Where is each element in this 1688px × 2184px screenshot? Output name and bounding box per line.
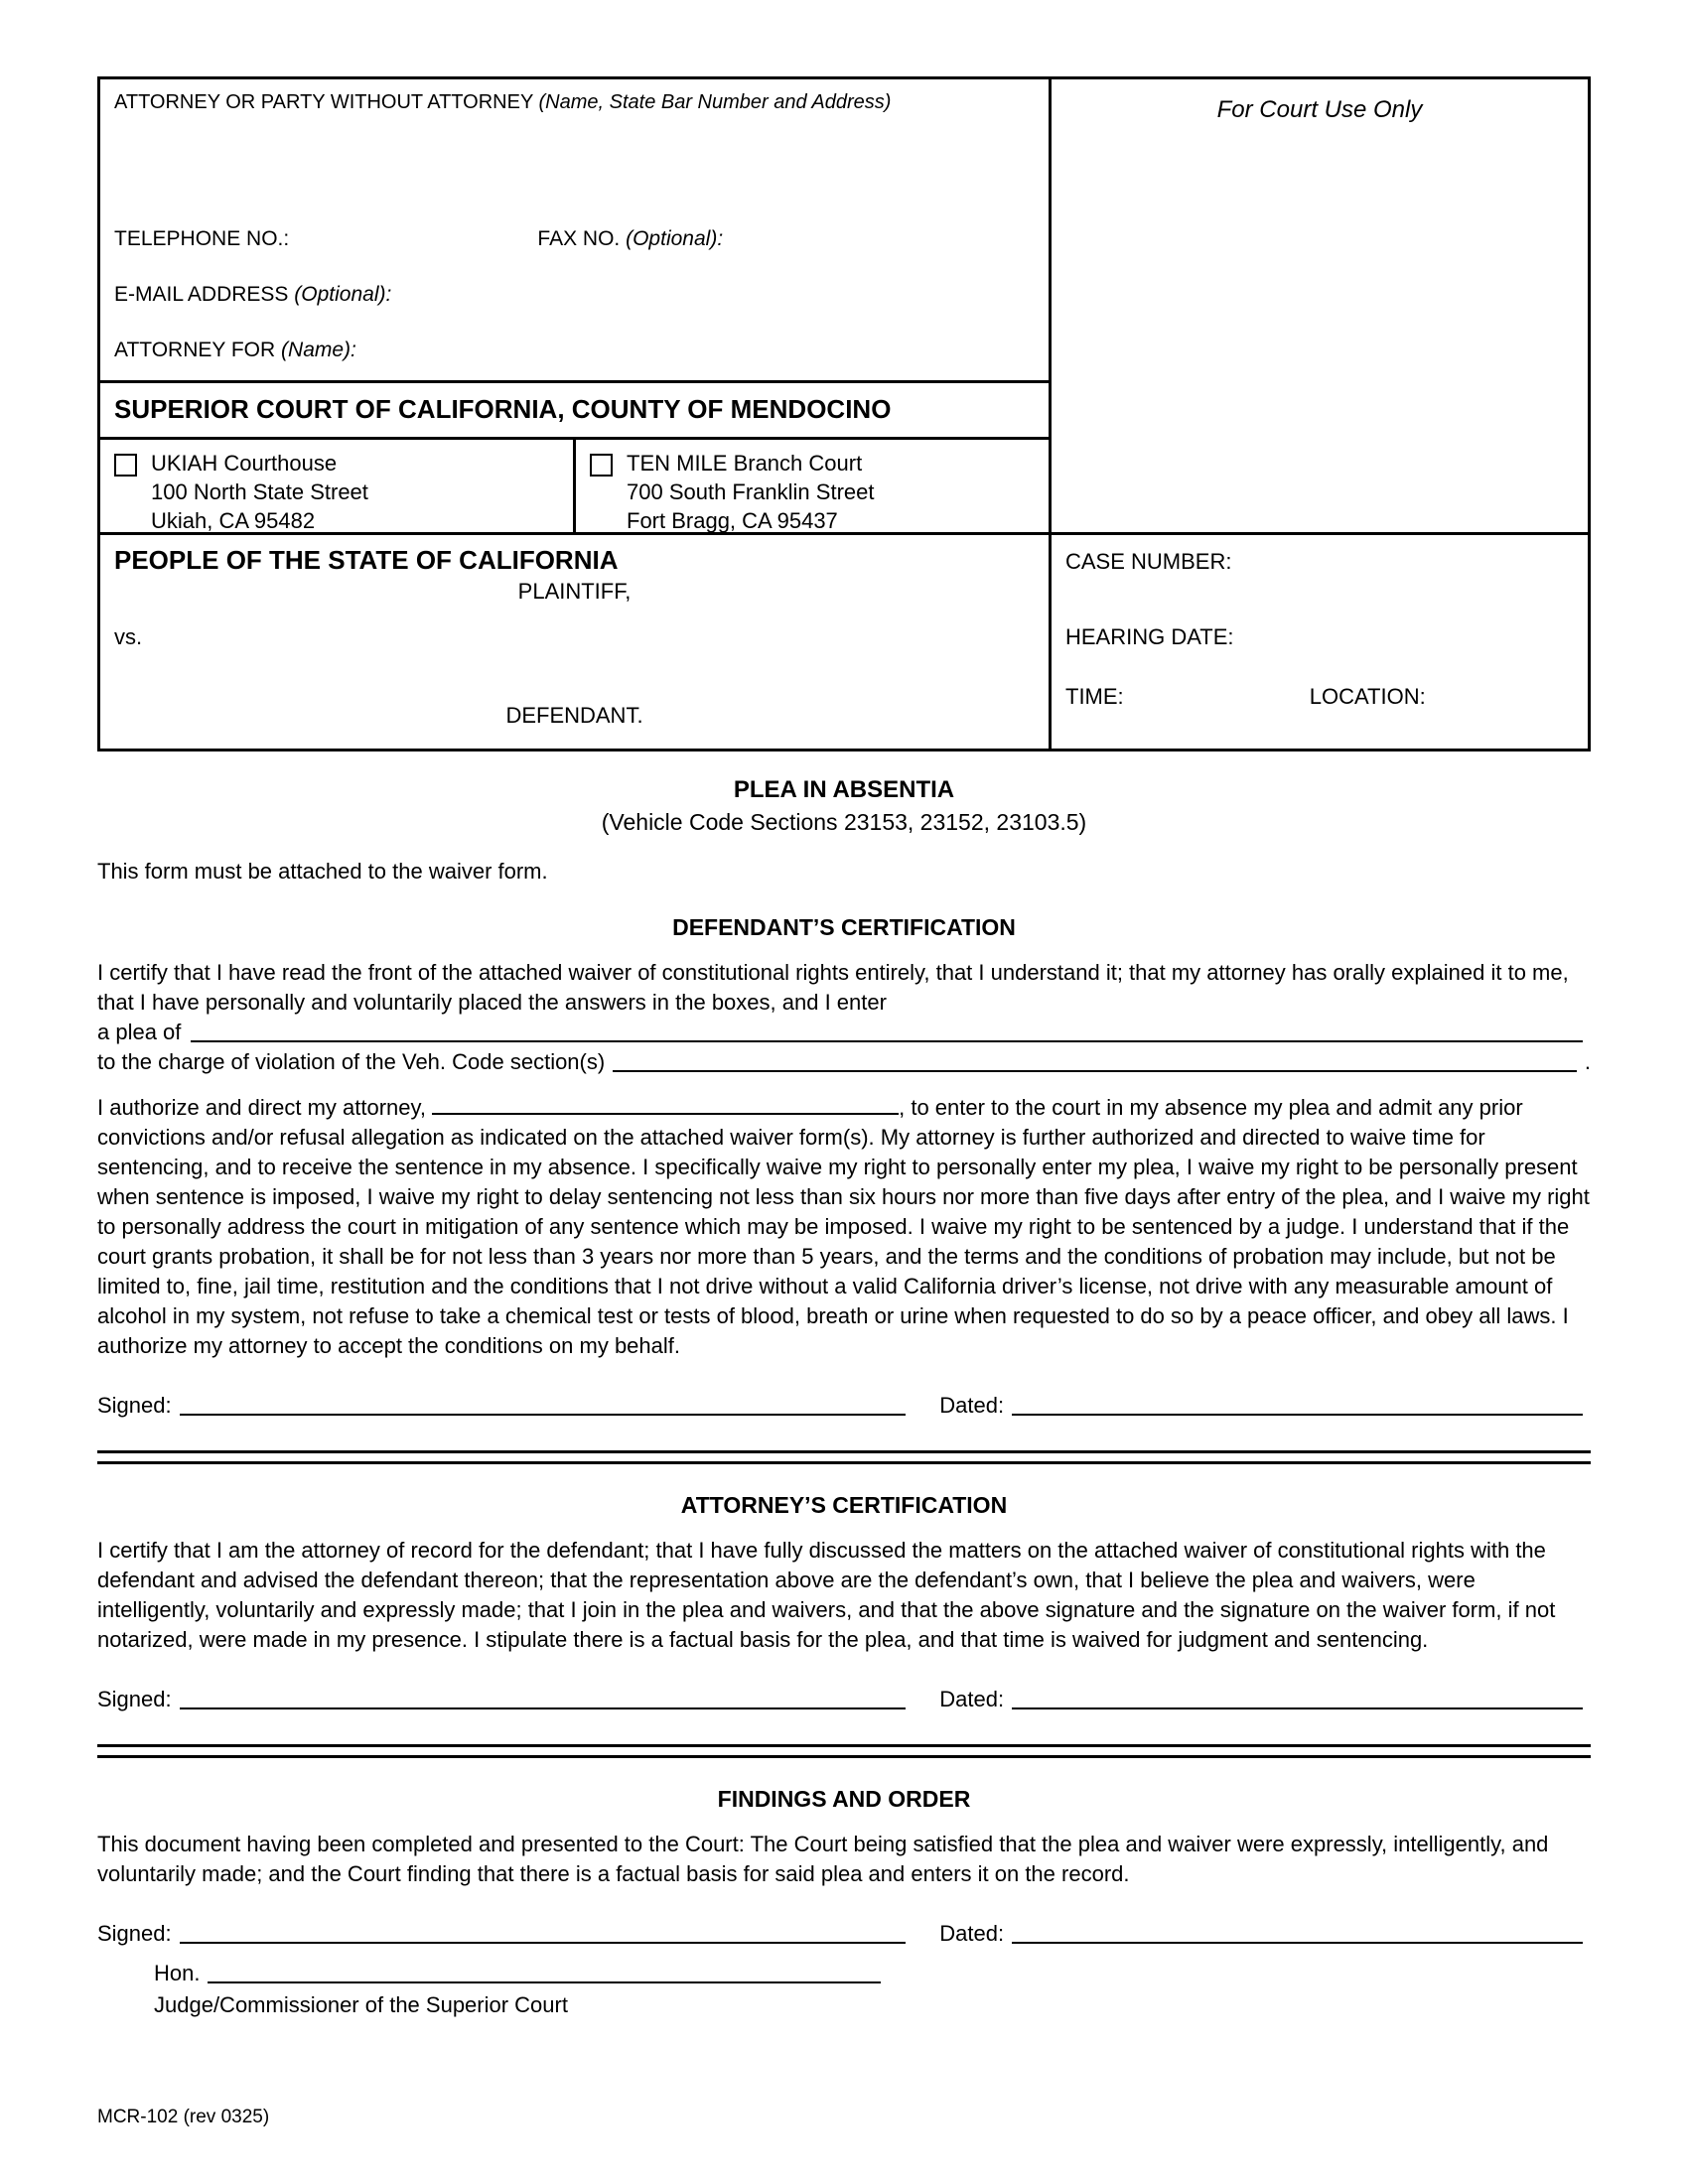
attorney-date-blank[interactable] [1012, 1706, 1583, 1709]
email-label: E-MAIL ADDRESS (Optional): [114, 283, 392, 306]
defendant-signed-row [97, 1391, 1591, 1421]
ten-mile-courthouse-checkbox[interactable] [590, 454, 613, 477]
courthouse-city: Ukiah, CA 95482 [151, 508, 316, 533]
party-caption [100, 532, 1052, 749]
court-use-only-label: For Court Use Only [1216, 96, 1423, 123]
section-divider [97, 1450, 1591, 1464]
ten-mile-courthouse-address [627, 449, 875, 533]
location-label: LOCATION: [1309, 684, 1426, 709]
judge-title: Judge/Commissioner of the Superior Court [154, 1992, 568, 2017]
form-caption-box [97, 76, 1591, 751]
findings-order-paragraph: This document having been completed and presented to the Court: The Court being satisfied that the plea and waiver were expressly, intelligently, and voluntarily made; and the Court finding that there is a factual basis for said plea and enters it on the record. [97, 1832, 1549, 1886]
attorney-signature-blank[interactable] [180, 1706, 907, 1709]
ukiah-courthouse-option [100, 440, 573, 532]
plea-prefix: a plea of [97, 1020, 182, 1044]
attorney-certification-paragraph: I certify that I am the attorney of record for the defendant; that I have fully discussed the matters on the attached waiver of constitutional rights with the defendant and advised the defendant thereon; that the representation above are the defendant’s own, that I believe the plea and waivers, were intelligently, voluntarily and expressly made; that I join in the plea and waivers, and that the above signature and the signature on the waiver form, if not notarized, were made in my presence. I stipulate there is a factual basis for the plea, and that time is waived for judgment and sentencing. [97, 1538, 1556, 1652]
charge-suffix: . [1584, 1049, 1591, 1074]
attorney-info-section [100, 79, 1052, 380]
form-number: MCR-102 (rev 0325) [97, 2107, 270, 2127]
plaintiff-label: PLAINTIFF, [517, 579, 632, 604]
hon-name-blank[interactable] [208, 1979, 881, 1983]
attachment-note: This form must be attached to the waiver form. [97, 859, 548, 884]
telephone-label: TELEPHONE NO.: [114, 227, 290, 250]
plea-blank[interactable] [191, 1038, 1583, 1042]
ukiah-courthouse-checkbox[interactable] [114, 454, 137, 477]
telephone-fax-row [114, 224, 1035, 254]
defendant-certification-text-2: , to enter to the court in my absence my plea and admit any prior convictions and/or refusal allegation as indicated on the attached waiver form(s). My attorney is further authorized and directed to waive time for sentencing, and to receive the sentence in my absence. I specifically waive my right to personally enter my plea, I waive my right to be personally present when sentence is imposed, I waive my right to delay sentencing not less than six hours nor more than five days after entry of the plea, and I waive my right to personally address the court in mitigation of any sentence which may be imposed. I waive my right to be sentenced by a judge. I understand that if the court grants probation, it shall be for not less than 3 years nor more than 5 years, and the terms and the conditions of probation may include, but not be limited to, fine, jail time, restitution and the conditions that I not drive without a valid California driver’s license, not drive with any measurable amount of alcohol in my system, not refuse to take a chemical test or tests of blood, breath or urine when requested to do so by a peace officer, and obey all laws. I authorize my attorney to accept the conditions on my behalf. [97, 1095, 1590, 1358]
defendant-certification-paragraph-1 [97, 958, 1591, 1018]
findings-signed-label: Signed: [97, 1921, 172, 1946]
fax-label: FAX NO. (Optional): [537, 227, 724, 250]
courthouse-city: Fort Bragg, CA 95437 [627, 508, 838, 533]
courthouse-street: 100 North State Street [151, 479, 368, 504]
courthouse-name: TEN MILE Branch Court [627, 451, 863, 476]
hon-label: Hon. [154, 1961, 201, 1985]
attorney-party-label-text: ATTORNEY OR PARTY WITHOUT ATTORNEY [114, 91, 533, 113]
attorney-authorize-prefix: I authorize and direct my attorney, [97, 1095, 426, 1120]
court-use-only-area [1052, 79, 1588, 532]
attorney-party-label-paren: (Name, State Bar Number and Address) [538, 91, 892, 113]
hearing-date-label: HEARING DATE: [1065, 624, 1234, 649]
ten-mile-courthouse-option [573, 440, 1049, 532]
time-label: TIME: [1065, 684, 1124, 709]
findings-dated-label: Dated: [939, 1921, 1005, 1946]
charge-line [97, 1047, 1591, 1077]
judge-signature-blank[interactable] [180, 1940, 907, 1944]
attorney-party-label [114, 89, 1035, 115]
court-name: SUPERIOR COURT OF CALIFORNIA, COUNTY OF MENDOCINO [100, 380, 1052, 437]
defendant-certification-text-1: I certify that I have read the front of the attached waiver of constitutional rights entirely, that I understand it; that my attorney has orally explained it to me, that I have personally and voluntarily placed the answers in the boxes, and I enter [97, 960, 1569, 1015]
time-location-row [1065, 682, 1574, 712]
defendant-certification-paragraph-2 [97, 1093, 1591, 1361]
plea-line [97, 1018, 1591, 1047]
form-subtitle: (Vehicle Code Sections 23153, 23152, 23103.5) [601, 809, 1087, 835]
courthouse-options [100, 437, 1052, 532]
vs-label: vs. [114, 624, 143, 649]
ukiah-courthouse-address [151, 449, 368, 533]
defendant-signature-blank[interactable] [180, 1412, 907, 1416]
findings-signed-row [97, 1919, 1591, 1949]
case-info-section [1052, 532, 1588, 749]
defendant-label: DEFENDANT. [505, 703, 643, 728]
attorney-name-blank[interactable] [432, 1108, 899, 1115]
hon-row [154, 1959, 889, 1988]
attorney-for-label: ATTORNEY FOR (Name): [114, 339, 356, 361]
case-number-label: CASE NUMBER: [1065, 549, 1232, 574]
findings-date-blank[interactable] [1012, 1940, 1583, 1944]
courthouse-name: UKIAH Courthouse [151, 451, 338, 476]
defendant-signed-label: Signed: [97, 1393, 172, 1418]
charge-prefix: to the charge of violation of the Veh. Code section(s) [97, 1049, 606, 1074]
attorney-dated-label: Dated: [939, 1687, 1005, 1711]
findings-order-heading: FINDINGS AND ORDER [717, 1786, 971, 1812]
attorney-signed-row [97, 1685, 1591, 1714]
courthouse-street: 700 South Franklin Street [627, 479, 875, 504]
defendant-dated-label: Dated: [939, 1393, 1005, 1418]
form-title: PLEA IN ABSENTIA [733, 776, 955, 803]
attorney-certification-heading: ATTORNEY’S CERTIFICATION [680, 1492, 1008, 1518]
plaintiff-name: PEOPLE OF THE STATE OF CALIFORNIA [114, 545, 619, 575]
attorney-signed-label: Signed: [97, 1687, 172, 1711]
defendant-certification-heading: DEFENDANT’S CERTIFICATION [672, 914, 1016, 940]
section-divider [97, 1744, 1591, 1758]
veh-code-sections-blank[interactable] [613, 1068, 1577, 1072]
defendant-date-blank[interactable] [1012, 1412, 1583, 1416]
